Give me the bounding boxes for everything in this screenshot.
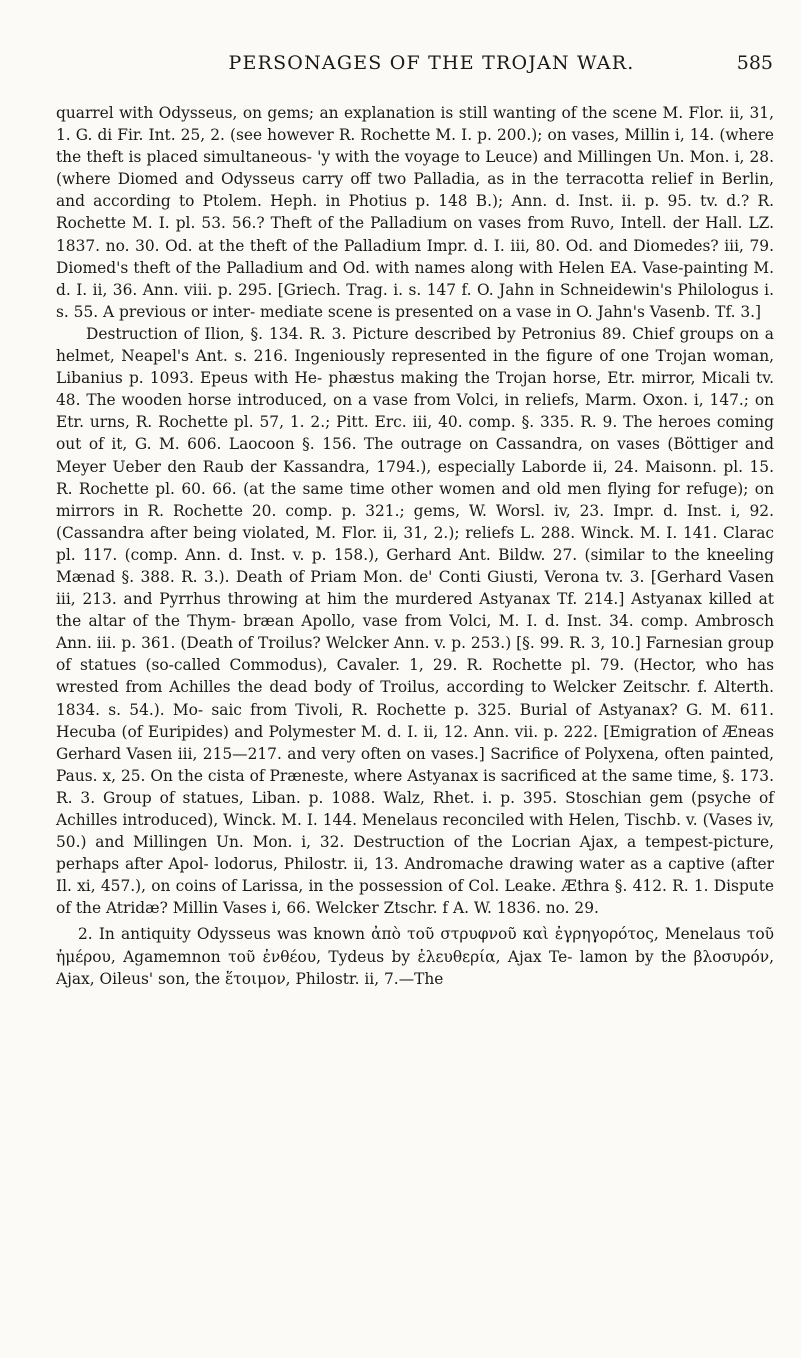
page-header [90, 52, 773, 82]
paragraph-destruction-of-ilion: Destruction of Ilion, §. 134. R. 3. Picture described by Petronius 89. Chief groups on a helmet, Neapel's Ant. s. 216. Ingeniously represented in the figure of one Trojan woman, Libanius p. 1093. Epeus with He- phæstus making the Trojan horse, Etr. mirror, Micali tv. 48. The wooden horse introduced, on a vase from Volci, in reliefs, Marm. Oxon. i, 147.; on Etr. urns, R. Rochette pl. 57, 1. 2.; Pitt. Erc. iii, 40. comp. §. 335. R. 9. The heroes coming out of it, G. M. 606. Laocoon §. 156. The outrage on Cassandra, on vases (Böttiger and Meyer Ueber den Raub der Kassandra, 1794.), especially Laborde ii, 24. Maisonn. pl. 15. R. Rochette pl. 60. 66. (at the same time other women and old men flying for refuge); on mirrors in R. Rochette 20. comp. p. 321.; gems, W. Worsl. iv, 23. Impr. d. Inst. i, 92. (Cassandra after being violated, M. Flor. ii, 31, 2.); reliefs L. 288. Winck. M. I. 141. Clarac pl. 117. (comp. Ann. d. Inst. v. p. 158.), Gerhard Ant. Bildw. 27. (similar to the kneeling Mænad §. 388. R. 3.). Death of Priam Mon. de' Conti Giusti, Verona tv. 3. [Gerhard Vasen iii, 213. and Pyrrhus throwing at him the murdered Astyanax Tf. 214.] Astyanax killed at the altar of the Thym- bræan Apollo, vase from Volci, M. I. d. Inst. 34. comp. Ambrosch Ann. iii. p. 361. (Death of Troilus? Welcker Ann. v. p. 253.) [§. 99. R. 3, 10.] Farnesian group of statues (so-called Commodus), Cavaler. 1, 29. R. Rochette pl. 79. (Hector, who has wrested from Achilles the dead body of Troilus, according to Welcker Zeitschr. f. Alterth. 1834. s. 54.). Mo- saic from Tivoli, R. Rochette p. 325. Burial of Astyanax? G. M. 611. Hecuba (of Euripides) and Polymester M. d. I. ii, 12. Ann. vii. p. 222. [Emigration of Æneas Gerhard Vasen iii, 215—217. and very often on vases.] Sacrifice of Polyxena, often painted, Paus. x, 25. On the cista of Præneste, where Astyanax is sacrificed at the same time, §. 173. R. 3. Group of statues, Liban. p. 1088. Walz, Rhet. i. p. 395. Stoschian gem (psyche of Achilles introduced), Winck. M. I. 144. Menelaus reconciled with Helen, Tischb. v. (Vases iv, 50.) and Millingen Un. Mon. i, 32. Destruction of the Locrian Ajax, a tempest-picture, perhaps after Apol- lodorus, Philostr. ii, 13. Andromache drawing water as a captive (after Il. xi, 457.), on coins of Larissa, in the possession of Col. Leake. Æthra §. 412. R. 1. Dispute of the Atridæ? Millin Vases i, 66. Welcker Ztschr. f A. W. 1836. no. 29. [56, 324, 774, 918]
paragraph-continued: quarrel with Odysseus, on gems; an explanation is still wanting of the scene M. Flor. ii, 31, 1. G. di Fir. Int. 25, 2. (see however R. Rochette M. I. p. 200.); on vases, Millin i, 14. (where the theft is placed simultaneous- 'y with the voyage to Leuce) and Millingen Un. Mon. i, 28. (where Diomed and Odysseus carry off two Palladia, as in the terracotta relief in Berlin, and according to Ptolem. Heph. in Photius p. 148 B.); Ann. d. Inst. ii. p. 95. tv. d.? R. Rochette M. I. pl. 53. 56.? Theft of the Palladium on vases from Ruvo, Intell. der Hall. LZ. 1837. no. 30. Od. at the theft of the Palladium Impr. d. I. iii, 80. Od. and Diomedes? iii, 79. Diomed's theft of the Palladium and Od. with names along with Helen EA. Vase-painting M. d. I. ii, 36. Ann. viii. p. 295. [Griech. Trag. i. s. 147 f. O. Jahn in Schneidewin's Philologus i. s. 55. A previous or inter- mediate scene is presented on a vase in O. Jahn's Vasenb. Tf. 3.] [56, 104, 774, 321]
page-number: 585 [736, 52, 773, 74]
page-body [56, 102, 774, 990]
running-head: PERSONAGES OF THE TROJAN WAR. [228, 52, 635, 74]
footnote-2: 2. In antiquity Odysseus was known ἀπὸ τοῦ στρυφνοῦ καὶ ἐγρηγορότος, Menelaus τοῦ ἡμέρου, Agamemnon τοῦ ἐνθέου, Tydeus by ἐλευθερία, Ajax Te- lamon by the βλοσυρόν, Ajax, Oileus' son, the ἕτοιμον, Philostr. ii, 7.—The [56, 925, 774, 988]
